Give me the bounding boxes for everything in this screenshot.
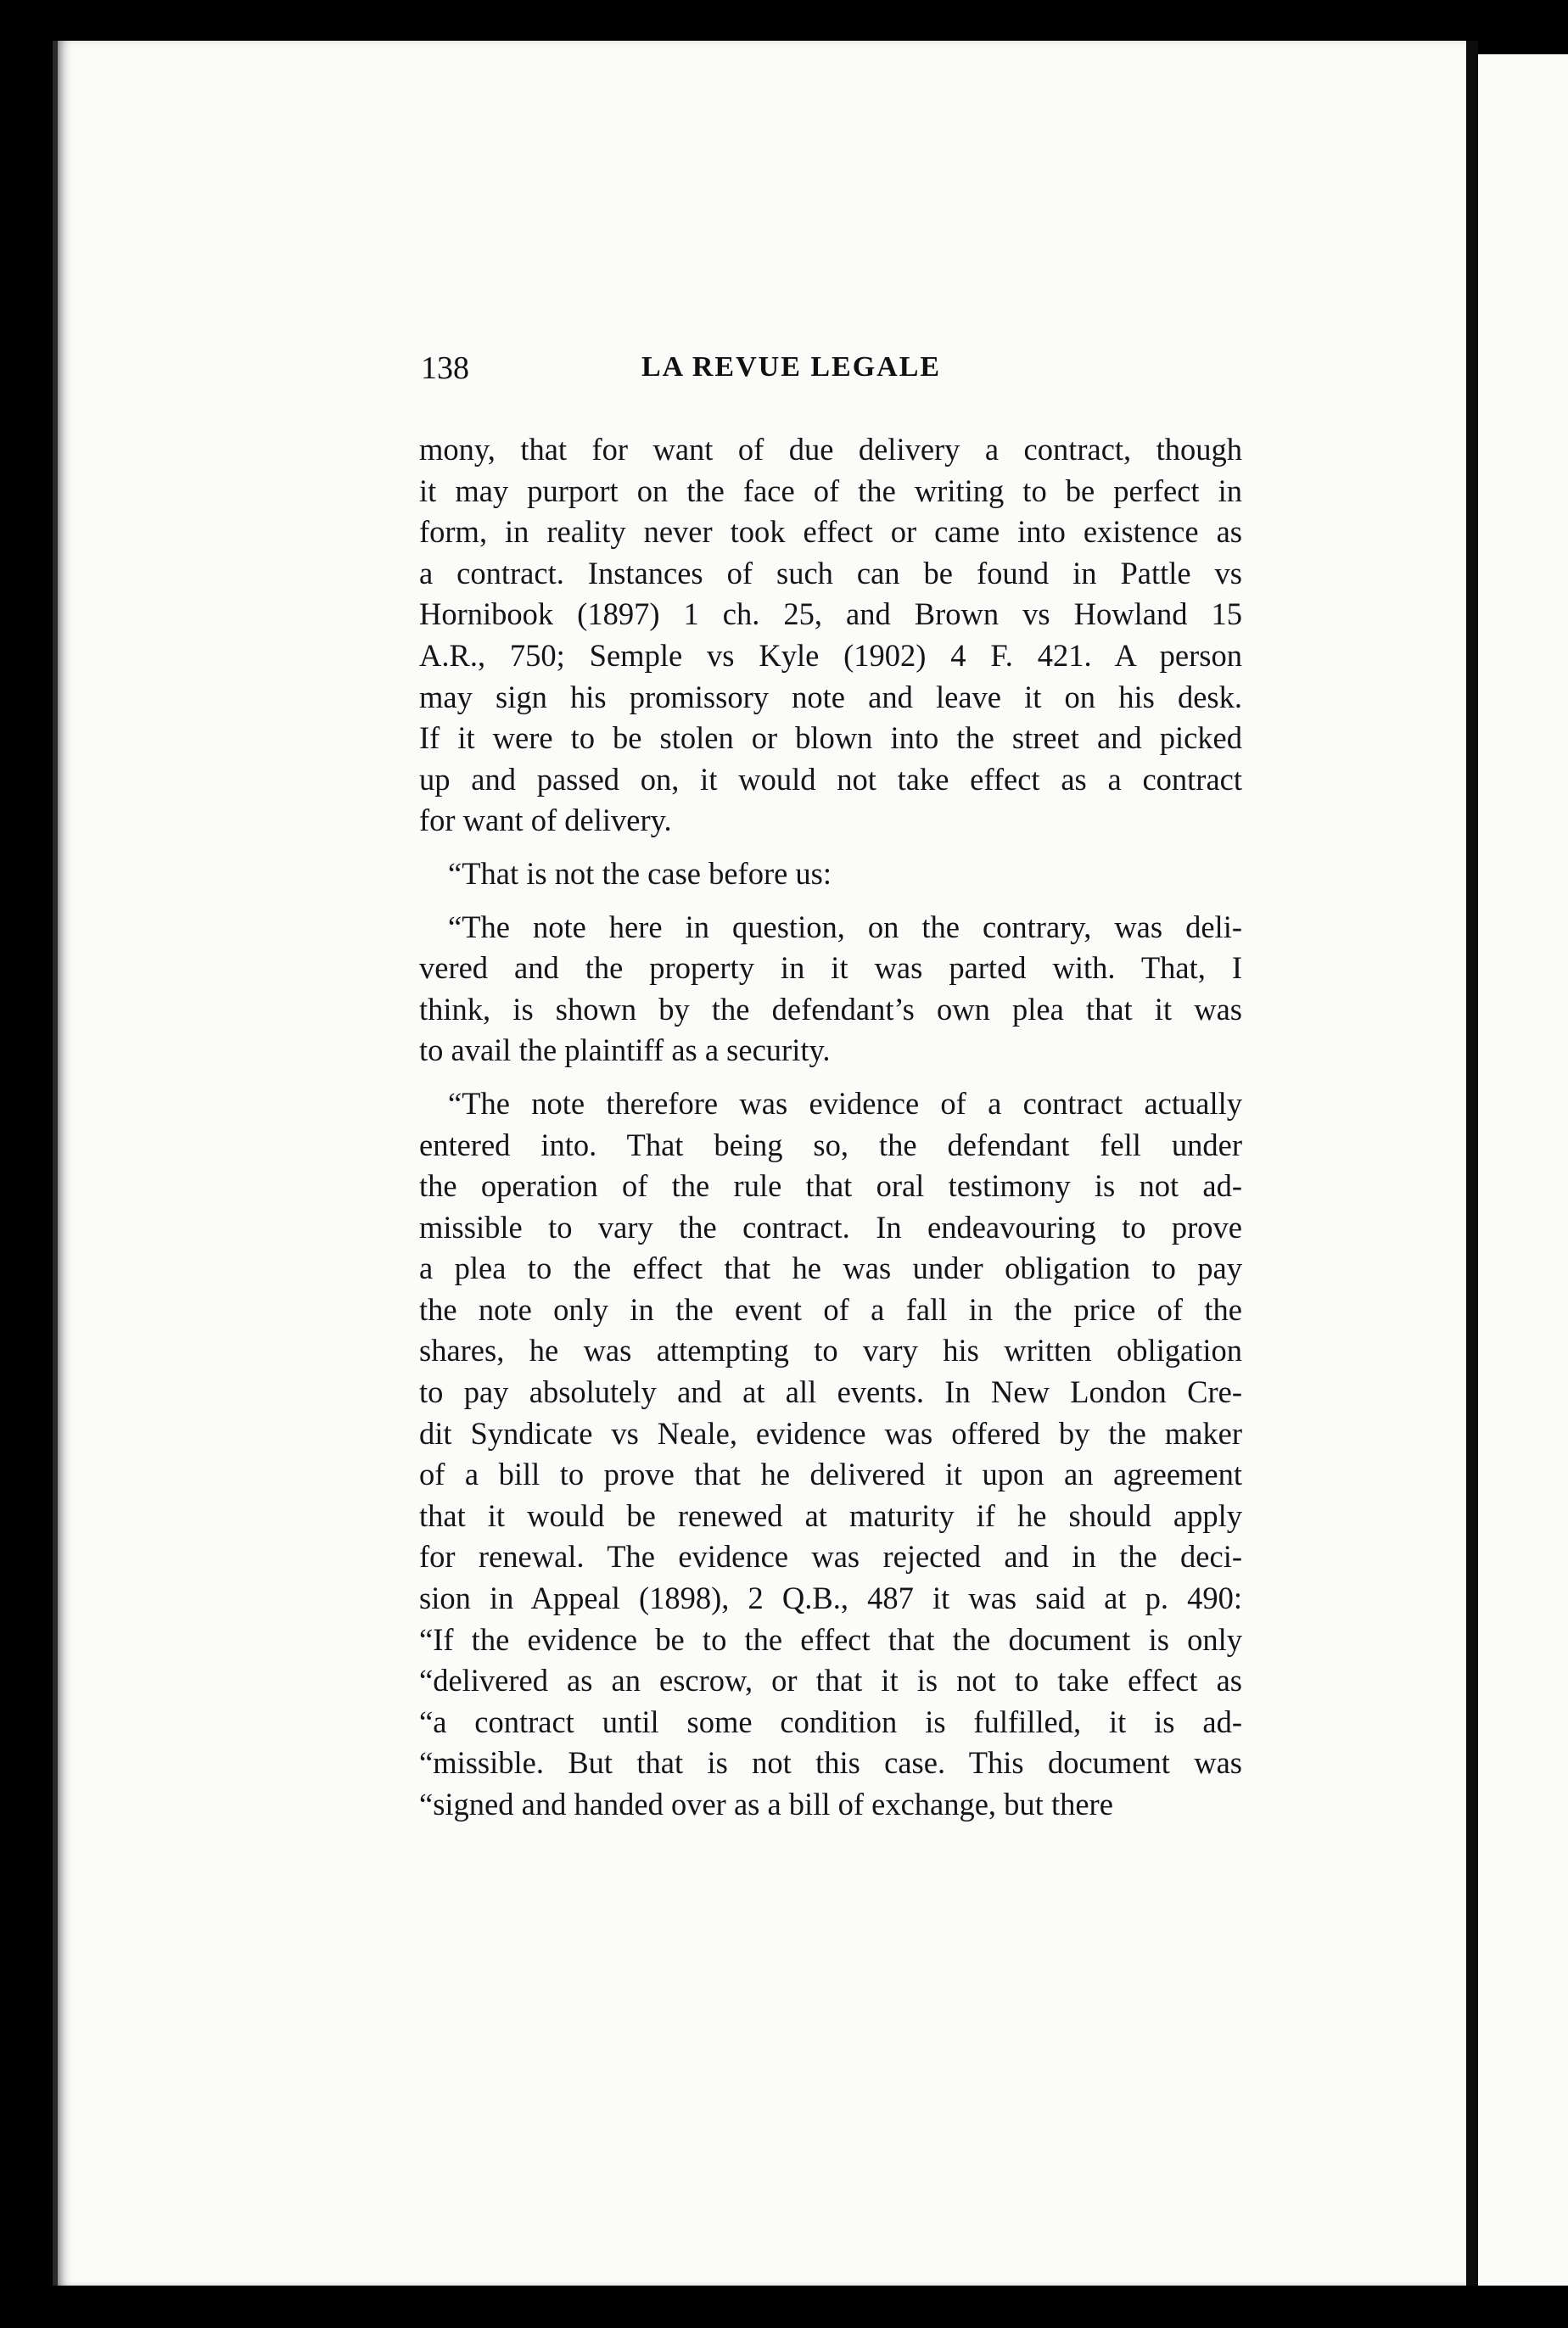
text-line: A.R., 750; Semple vs Kyle (1902) 4 F. 421. A person bbox=[419, 637, 1242, 673]
text-line: “missible. But that is not this case. This document was bbox=[419, 1745, 1242, 1781]
page-number: 138 bbox=[421, 350, 469, 386]
text-line: for renewal. The evidence was rejected and in the deci- bbox=[419, 1539, 1242, 1575]
text-line: vered and the property in it was parted with. That, I bbox=[419, 950, 1242, 986]
text-line: entered into. That being so, the defendant fell under bbox=[419, 1127, 1242, 1162]
text-line: If it were to be stolen or blown into the street and picked bbox=[419, 720, 1242, 756]
text-line: think, is shown by the defendant’s own plea that it was bbox=[419, 991, 1242, 1027]
text-line: shares, he was attempting to vary his written obligation bbox=[419, 1333, 1242, 1368]
text-line: the operation of the rule that oral testimony is not ad- bbox=[419, 1168, 1242, 1204]
text-line: “The note here in question, on the contrary, was deli- bbox=[448, 909, 1242, 944]
text-line: “signed and handed over as a bill of exchange, but there bbox=[419, 1787, 1113, 1822]
text-line: a plea to the effect that he was under obligation to pay bbox=[419, 1251, 1242, 1286]
text-line: a contract. Instances of such can be found in Pattle vs bbox=[419, 555, 1242, 590]
text-line: up and passed on, it would not take effect as a contract bbox=[419, 761, 1242, 797]
paragraph bbox=[419, 1083, 1242, 1826]
text-line: for want of delivery. bbox=[419, 803, 672, 838]
text-line: sion in Appeal (1898), 2 Q.B., 487 it was said at p. 490: bbox=[419, 1581, 1242, 1616]
text-line: that it would be renewed at maturity if he should apply bbox=[419, 1497, 1242, 1533]
text-line: “If the evidence be to the effect that the document is only bbox=[419, 1621, 1242, 1657]
page-header bbox=[421, 350, 984, 392]
text-line: “delivered as an escrow, or that it is not to take effect as bbox=[419, 1663, 1242, 1698]
text-line: of a bill to prove that he delivered it upon an agreement bbox=[419, 1457, 1242, 1492]
text-line: mony, that for want of due delivery a contract, though bbox=[419, 432, 1242, 467]
text-line: dit Syndicate vs Neale, evidence was offered by the maker bbox=[419, 1415, 1242, 1451]
text-line: “a contract until some condition is fulfilled, it is ad- bbox=[419, 1704, 1242, 1739]
text-line: the note only in the event of a fall in the price of the bbox=[419, 1291, 1242, 1327]
text-line: may sign his promissory note and leave it on his desk. bbox=[419, 679, 1242, 714]
body-text bbox=[419, 429, 1242, 1838]
paragraph bbox=[419, 853, 1242, 895]
text-line: “The note therefore was evidence of a contract actually bbox=[448, 1085, 1242, 1121]
text-line: form, in reality never took effect or came into existence as bbox=[419, 514, 1242, 550]
text-line: to pay absolutely and at all events. In New London Cre- bbox=[419, 1374, 1242, 1410]
paragraph bbox=[419, 429, 1242, 842]
page-gutter bbox=[1466, 41, 1478, 2328]
text-line: to avail the plaintiff as a security. bbox=[419, 1032, 831, 1068]
text-line: missible to vary the contract. In endeavouring to prove bbox=[419, 1209, 1242, 1245]
text-line: it may purport on the face of the writing to be perfect in bbox=[419, 473, 1242, 508]
text-line: “That is not the case before us: bbox=[448, 855, 832, 891]
running-title: LA REVUE LEGALE bbox=[641, 351, 942, 383]
adjacent-page-edge bbox=[1478, 54, 1568, 2286]
scan-border-bottom bbox=[0, 2286, 1568, 2328]
paragraph bbox=[419, 907, 1242, 1072]
text-line: Hornibook (1897) 1 ch. 25, and Brown vs Howland 15 bbox=[419, 596, 1242, 632]
